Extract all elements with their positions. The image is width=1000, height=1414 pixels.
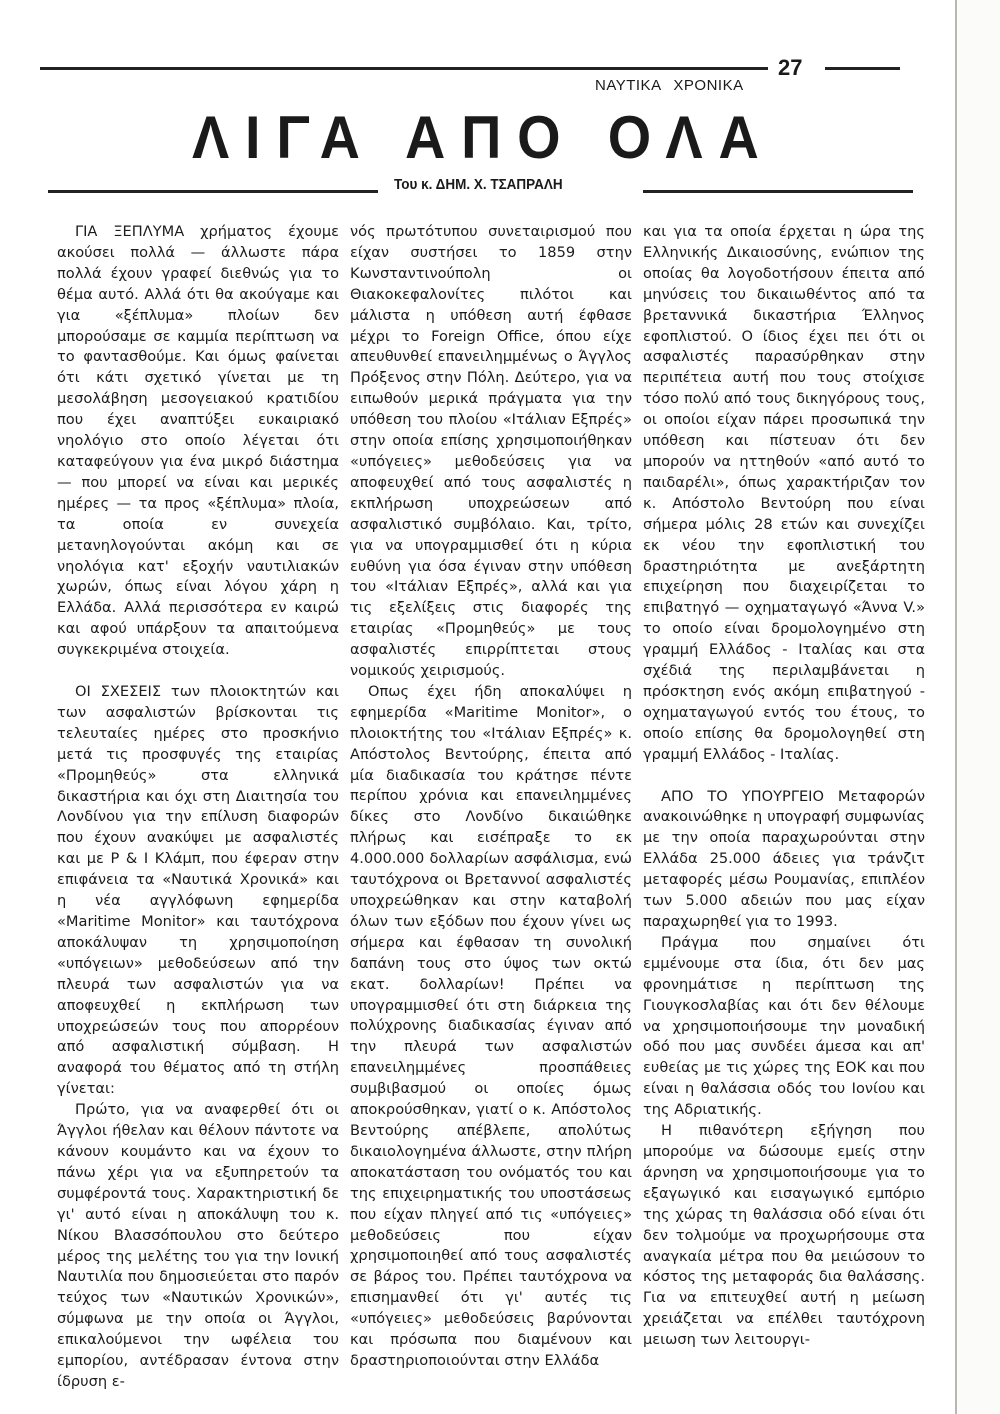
header-rule-right (825, 67, 900, 70)
paragraph: ΟΙ ΣΧΕΣΕΙΣ των πλοιοκτητών και των ασφαλιστών βρίσκονται τις τελευταίες ημέρες στο προσκήνιο μετά τις προσφυγές της εταιρίας «Προμηθεύς» στα ελληνικά δικαστήρια και όχι στη Διαιτησία του Λονδίνου για την επίλυση διαφορών που έχουν ανακύψει με ασφαλιστές και με P & I Κλάμπ, που έφεραν στην επιφάνεια τα «Ναυτικά Χρονικά» και η νέα αγγλόφωνη εφημερίδα «Maritime Monitor» και ταυτόχρονα αποκάλυψαν τη χρησιμοποίηση «υπόγειων» μεθοδεύσεων από την πλευρά των ασφαλιστών για να αποφευχθεί η εκπλήρωση των υποχρεώσεών τους που απορρέουν από ασφαλιστική σύμβαση. Η αναφορά του θέματος από τη στήλη γίνεται: (57, 683, 339, 1098)
paragraph: Πρώτο, για να αναφερθεί ότι οι Άγγλοι ήθελαν και θέλουν πάντοτε να κάνουν κουμάντο και να έχουν το πάνω χέρι για να εξυπηρετούν τα συμφέροντά τους. Χαρακτηριστική δε γι' αυτό είναι η αποκάλυψη του κ. Νίκου Βλασσόπουλου στο δεύτερο μέρος της μελέτης του για την Ιονική Ναυτιλία που δημοσιεύεται στο παρόν τεύχος των «Ναυτικών Χρονικών», σύμφωνα με την οποία οι Άγγλοι, επικαλούμενοι την ωφέλεια του εμπορίου, αντέδρασαν έντονα στην ίδρυση ε- (57, 1101, 339, 1390)
paragraph: και για τα οποία έρχεται η ώρα της Ελληνικής Δικαιοσύνης, ενώπιον της οποίας θα λογοδοτήσουν έπειτα από μηνύσεις του δικαιωθέντος από τα βρεταννικά δικαστήρια Έλληνος εφοπλιστού. Ο ίδιος έχει πει ότι οι ασφαλιστές παρασύρθηκαν στην περιπέτεια αυτή που τους στοίχισε τόσο πολύ από τους δικηγόρους τους, οι οποίοι είχαν πάρει προσωπικά την υπόθεση και πίστευαν ότι δεν μπορούν να ηττηθούν «από αυτό το παιδαρέλι», όπως χαρακτήριζαν τον κ. Απόστολο Βεντούρη που είναι σήμερα μόλις 28 ετών και συνεχίζει εκ νέου την εφοπλιστική του δραστηριότητα με ανεξάρτητη επιχείρηση που διαχειρίζεται το επιβατηγό — οχηματαγωγό «Άννα V.» το οποίο είναι δρομολογημένο στη γραμμή Ελλάδος - Ιταλίας και στα σχέδιά της περιλαμβάνεται η πρόσκτηση ενός ακόμη επιβατηγού - οχηματαγωγού εντός του έτους, το οποίο επίσης θα δρομολογηθεί στη γραμμή Ελλάδος - Ιταλίας. (643, 223, 925, 763)
byline-rule-right (643, 190, 913, 193)
paragraph: Οπως έχει ήδη αποκαλύψει η εφημερίδα «Maritime Monitor», ο πλοιοκτήτης του «Ιτάλιαν Εξπρές» κ. Απόστολος Βεντούρης, έπειτα από μία διαδικασία του κράτησε πέντε περίπου χρόνια και επανειλημμένες δίκες στο Λονδίνο δικαιώθηκε πλήρως και εισέπραξε το εκ 4.000.000 δολλαρίων ασφάλισμα, ενώ ταυτόχρονα οι Βρεταννοί ασφαλιστές υποχρεώθηκαν και στην καταβολή όλων των εξόδων που έχουν γίνει ως σήμερα και έφθασαν τη συνολική δαπάνη τους στο ύψος των οκτώ εκατ. δολλαρίων! Πρέπει να υπογραμμισθεί ότι στη διάρκεια της πολύχρονης διαδικασίας έγιναν από την πλευρά των ασφαλιστών επανειλημμένες προσπάθειες συμβιβασμού οι οποίες όμως αποκρούσθηκαν, γιατί ο κ. Απόστολος Βεντούρης απέβλεπε, απολύτως δικαιολογημένα άλλωστε, στην πλήρη αποκατάσταση του ονόματός του και της επιχειρηματικής του υποστάσεως που είχαν πληγεί από τις «υπόγειες» μεθοδεύσεις που είχαν χρησιμοποιηθεί από τους ασφαλιστές σε βάρος του. Πρέπει ταυτόχρονα να επισημανθεί ότι γι' αυτές τις «υπόγειες» μεθοδεύσεις βαρύνονται και πρόσωπα που διαμένουν και δραστηριοποιούνται στην Ελλάδα (350, 682, 632, 1369)
paragraph: νός πρωτότυπου συνεταιρισμού που είχαν συστήσει το 1859 στην Κωνσταντινούπολη οι Θιακοκεφαλονίτες πιλότοι και μάλιστα η υπόθεση αυτή έφθασε μέχρι το Foreign Office, όπου είχε απευθυνθεί επανειλημμένως ο Άγγλος Πρόξενος στην Πόλη. Δεύτερο, για να ειπωθούν μερικά πράγματα για την υπόθεση του πλοίου «Ιτάλιαν Εξπρές» στην οποία επίσης χρησιμοποιήθηκαν «υπόγειες» μεθοδεύσεις για να αποφευχθεί από τους ασφαλιστές η εκπλήρωση υποχρεώσεων από ασφαλιστικό συμβόλαιο. Και, τρίτο, για να υπογραμμισθεί ότι η κύρια ευθύνη για όσα έγιναν στην υπόθεση του «Ιτάλιαν Εξπρές», αλλά και για τις εξελίξεις στις διαφορές της εταιρίας «Προμηθεύς» με τους ασφαλιστές επιρρίπτεται στους νομικούς χειρισμούς. (350, 223, 632, 680)
article-column-2 (350, 222, 632, 1372)
page-margin-shade (957, 0, 1000, 1414)
header-rule-left (40, 67, 768, 70)
article-column-3 (643, 222, 925, 1351)
article-column-1 (57, 222, 339, 1393)
paragraph: ΑΠΟ ΤΟ ΥΠΟΥΡΓΕΙΟ Μεταφορών ανακοινώθηκε η υπογραφή συμφωνίας με την οποία παραχωρούνται στην Ελλάδα 25.000 άδειες για τράνζιτ μεταφορές μέσω Ρουμανίας, επιπλέον των 5.000 αδειών που μας είχαν παραχωρηθεί για το 1993. (643, 787, 925, 930)
page-number: 27 (778, 55, 803, 80)
paragraph: Η πιθανότερη εξήγηση που μπορούμε να δώσουμε εμείς στην άρνηση να χρησιμοποιήσουμε για το εξαγωγικό και εισαγωγικό εμπόριο της χώρας τη θαλάσσια οδό είναι ότι δεν τολμούμε να προχωρήσουμε στα αναγκαία μέτρα που θα μειώσουν το κόστος της μεταφοράς δια θαλάσσης. Για να επιτευχθεί αυτή η μείωση χρειάζεται να επέλθει ταυτόχρονη μειωση των λειτουργι- (643, 1122, 925, 1349)
paragraph: Πράγμα που σημαίνει ότι εμμένουμε στα ίδια, ότι δεν μας φρονημάτισε η περίπτωση της Γιουγκοσλαβίας και ότι δεν θέλουμε να χρησιμοποιήσουμε την μοναδική οδό που μας συνδέει άμεσα και απ' ευθείας με τις χώρες της ΕΟΚ και που είναι η θαλάσσια οδός του Ιονίου και της Αδριατικής. (643, 933, 925, 1119)
running-head-publication: ΝΑΥΤΙΚΑ ΧΡΟΝΙΚΑ (595, 77, 744, 94)
byline: Του κ. ΔΗΜ. Χ. ΤΣΑΠΡΑΛΗ (394, 176, 563, 193)
paragraph: ΓΙΑ ΞΕΠΛΥΜΑ χρήματος έχουμε ακούσει πολλά — άλλωστε πάρα πολλά έχουν γραφεί διεθνώς για το θέμα αυτό. Αλλά ότι θα ακούγαμε και για «ξέπλυμα» πλοίων δεν μπορούσαμε σε καμμία περίπτωση να το φαντασθούμε. Και όμως φαίνεται ότι κάτι σχετικό γίνεται με τη μεσολάβηση μεσογειακού κρατιδίου που έχει αναπτύξει ευκαιριακό νηολόγιο στο οποίο λέγεται ότι καταφεύγουν για ένα μικρό διάστημα — που μπορεί να είναι και μερικές ημέρες — τα προς «ξέπλυμα» πλοία, τα οποία εν συνεχεία μετανηλογούνται ακόμη και σε νηολόγια κατ' εξοχήν ναυτιλιακών χωρών, όπως είναι λόγου χάρη η Ελλάδα. Αλλά περισσότερα εν καιρώ και αφού υπάρξουν τα απαιτούμενα συγκεκριμένα στοιχεία. (57, 223, 339, 659)
page-edge-line (955, 0, 957, 1414)
byline-rule-left (48, 190, 378, 193)
article-headline: ΛΙΓΑ ΑΠΟ ΟΛΑ (192, 104, 775, 171)
